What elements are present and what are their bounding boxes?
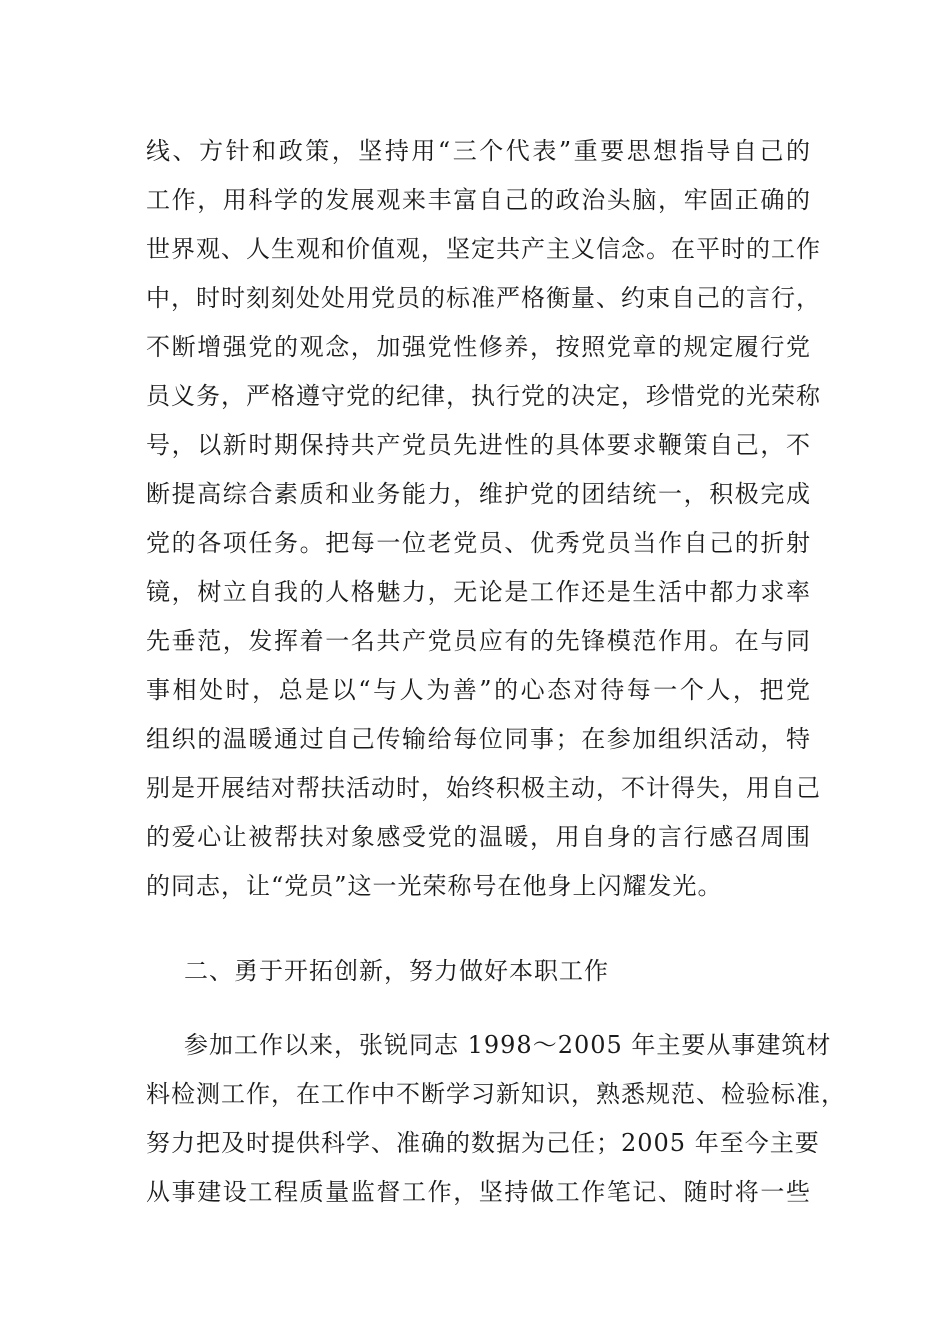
paragraph-line: 员义务，严格遵守党的纪律，执行党的决定，珍惜党的光荣称 [146, 382, 821, 410]
section-heading: 二、勇于开拓创新，努力做好本职工作 [184, 957, 609, 985]
paragraph-line: 不断增强党的观念，加强党性修养，按照党章的规定履行党 [146, 333, 811, 361]
paragraph-line: 号，以新时期保持共产党员先进性的具体要求鞭策自己，不 [146, 431, 811, 459]
paragraph-line: 线、方针和政策，坚持用“三个代表”重要思想指导自己的 [146, 137, 811, 165]
paragraph-line: 中，时时刻刻处处用党员的标准严格衡量、约束自己的言行， [146, 284, 821, 312]
paragraph-line: 先垂范，发挥着一名共产党员应有的先锋模范作用。在与同 [146, 627, 811, 655]
paragraph-line: 断提高综合素质和业务能力，维护党的团结统一，积极完成 [146, 480, 811, 508]
paragraph-line: 的同志，让“党员”这一光荣称号在他身上闪耀发光。 [146, 872, 723, 900]
paragraph-line: 党的各项任务。把每一位老党员、优秀党员当作自己的折射 [146, 529, 811, 557]
paragraph-line: 的爱心让被帮扶对象感受党的温暖，用自身的言行感召周围 [146, 823, 811, 851]
paragraph-line: 镜，树立自我的人格魅力，无论是工作还是生活中都力求率 [146, 578, 811, 606]
paragraph-line: 事相处时，总是以“与人为善”的心态对待每一个人，把党 [146, 676, 811, 704]
paragraph-line: 工作，用科学的发展观来丰富自己的政治头脑，牢固正确的 [146, 186, 811, 214]
paragraph-line: 从事建设工程质量监督工作，坚持做工作笔记、随时将一些 [146, 1178, 811, 1206]
paragraph-line: 组织的温暖通过自己传输给每位同事；在参加组织活动，特 [146, 725, 811, 753]
paragraph-line: 努力把及时提供科学、准确的数据为己任；2005 年至今主要 [146, 1129, 820, 1157]
paragraph-line: 别是开展结对帮扶活动时，始终积极主动，不计得失，用自己 [146, 774, 821, 802]
paragraph-line: 参加工作以来，张锐同志 1998～2005 年主要从事建筑材 [184, 1031, 832, 1059]
paragraph-line: 世界观、人生观和价值观，坚定共产主义信念。在平时的工作 [146, 235, 821, 263]
paragraph-line: 料检测工作，在工作中不断学习新知识，熟悉规范、检验标准， [146, 1080, 846, 1108]
